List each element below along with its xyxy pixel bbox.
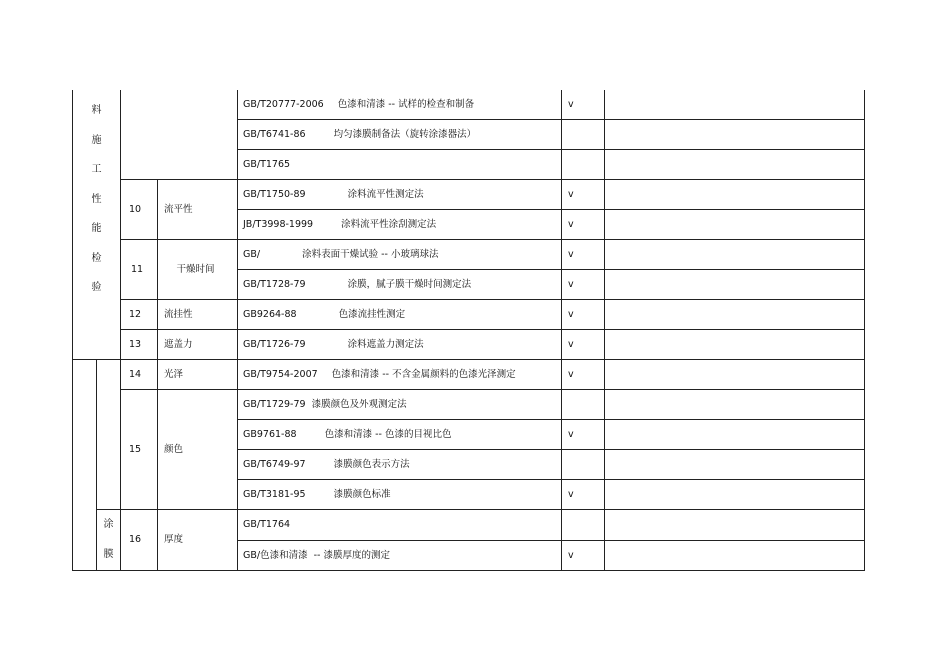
standard-cell: GB/T6741-86 均匀漆膜制备法（旋转涂漆器法） (238, 120, 562, 150)
standard-cell: GB/T6749-97 漆膜颜色表示方法 (238, 450, 562, 480)
table-row (73, 390, 865, 420)
standards-table (72, 90, 865, 571)
standard-cell: GB9761-88 色漆和清漆 -- 色漆的目视比色 (238, 420, 562, 450)
category-cell-construction (73, 90, 121, 360)
table-row (73, 360, 865, 390)
standard-cell: GB/T1728-79 涂膜，腻子膜干燥时间测定法 (238, 270, 562, 300)
standard-cell: GB/T3181-95 漆膜颜色标准 (238, 480, 562, 510)
check-cell: v (562, 300, 605, 330)
check-cell (562, 510, 605, 541)
check-cell: v (562, 330, 605, 360)
category-cell-outer (73, 360, 97, 571)
check-cell: v (562, 540, 605, 571)
item-name: 流挂性 (158, 300, 238, 330)
standard-cell: GB/色漆和清漆 -- 漆膜厚度的测定 (238, 540, 562, 571)
table-row (73, 300, 865, 330)
empty-item-cell (121, 90, 238, 180)
category-label-construction: 料施工性能检验 (91, 105, 102, 293)
remark-cell (605, 330, 865, 360)
table-row (73, 510, 865, 541)
remark-cell (605, 360, 865, 390)
item-number: 15 (121, 390, 158, 510)
remark-cell (605, 150, 865, 180)
standard-cell: GB/ 涂料表面干燥试验 -- 小玻璃球法 (238, 240, 562, 270)
check-cell (562, 150, 605, 180)
standard-cell: GB/T9754-2007 色漆和清漆 -- 不含金属颜料的色漆光泽测定 (238, 360, 562, 390)
check-cell: v (562, 480, 605, 510)
remark-cell (605, 390, 865, 420)
standard-cell: GB/T1729-79 漆膜颜色及外观测定法 (238, 390, 562, 420)
check-cell: v (562, 210, 605, 240)
remark-cell (605, 120, 865, 150)
remark-cell (605, 210, 865, 240)
check-cell: v (562, 90, 605, 120)
standard-cell: GB/T20777-2006 色漆和清漆 -- 试样的检查和制备 (238, 90, 562, 120)
remark-cell (605, 180, 865, 210)
check-cell: v (562, 240, 605, 270)
category-cell-inner-top (97, 360, 121, 510)
check-cell: v (562, 270, 605, 300)
item-number: 10 (121, 180, 158, 240)
standard-cell: GB/T1726-79 涂料遮盖力测定法 (238, 330, 562, 360)
check-cell (562, 390, 605, 420)
check-cell: v (562, 360, 605, 390)
remark-cell (605, 540, 865, 571)
remark-cell (605, 450, 865, 480)
item-name: 遮盖力 (158, 330, 238, 360)
item-name: 光泽 (158, 360, 238, 390)
standard-cell: GB/T1765 (238, 150, 562, 180)
item-name: 厚度 (158, 510, 238, 571)
table-row (73, 180, 865, 210)
check-cell (562, 450, 605, 480)
check-cell: v (562, 180, 605, 210)
remark-cell (605, 240, 865, 270)
item-number: 11 (121, 240, 158, 300)
item-name: 干燥时间 (158, 240, 238, 300)
category-label-coating: 涂膜 (103, 519, 114, 560)
remark-cell (605, 420, 865, 450)
standard-cell: GB/T1750-89 涂料流平性测定法 (238, 180, 562, 210)
item-name: 流平性 (158, 180, 238, 240)
standard-cell: GB9264-88 色漆流挂性测定 (238, 300, 562, 330)
check-cell (562, 120, 605, 150)
table-row (73, 90, 865, 120)
table-row (73, 330, 865, 360)
category-cell-coating (97, 510, 121, 571)
remark-cell (605, 300, 865, 330)
remark-cell (605, 90, 865, 120)
item-number: 14 (121, 360, 158, 390)
table-row (73, 240, 865, 270)
item-number: 13 (121, 330, 158, 360)
standard-cell: GB/T1764 (238, 510, 562, 541)
item-number: 16 (121, 510, 158, 571)
item-number: 12 (121, 300, 158, 330)
remark-cell (605, 510, 865, 541)
remark-cell (605, 480, 865, 510)
standard-cell: JB/T3998-1999 涂料流平性涂刮测定法 (238, 210, 562, 240)
item-name: 颜色 (158, 390, 238, 510)
check-cell: v (562, 420, 605, 450)
remark-cell (605, 270, 865, 300)
